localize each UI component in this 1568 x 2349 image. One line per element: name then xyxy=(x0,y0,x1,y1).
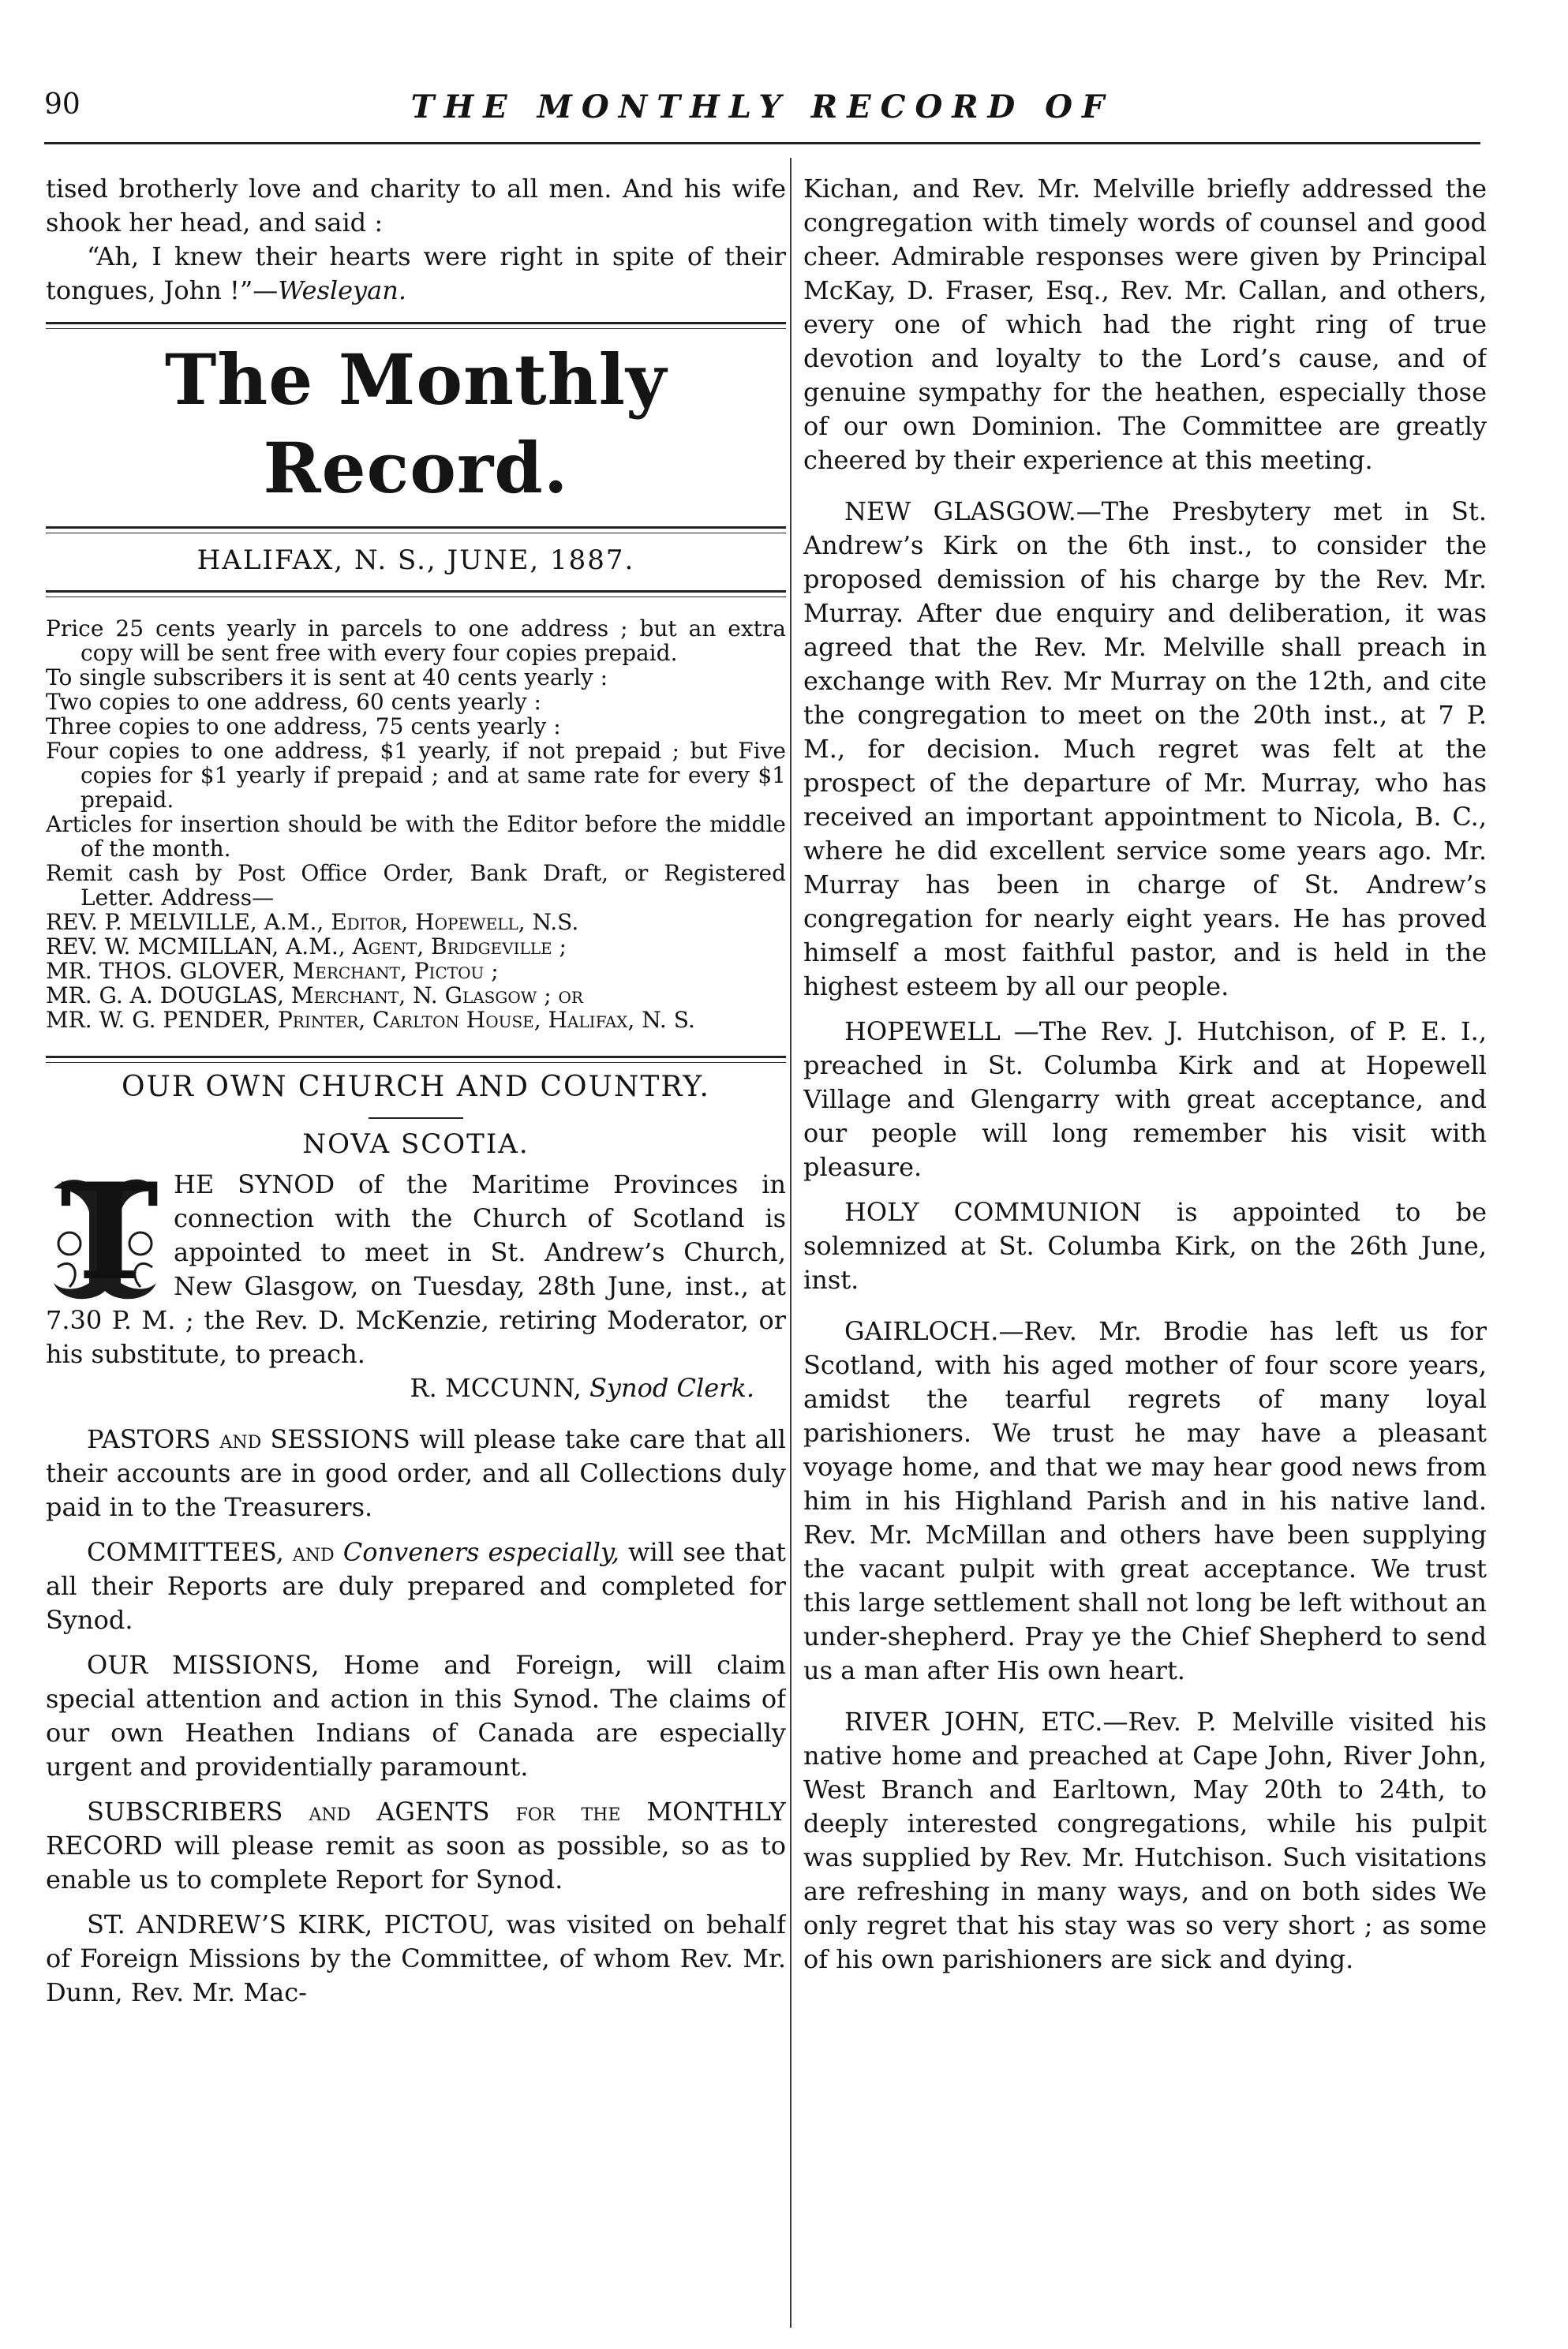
notice-pastors xyxy=(46,1423,786,1524)
intro-source: Wesleyan. xyxy=(278,275,406,305)
subscription-line: Articles for insertion should be with the Editor before the middle of the month. xyxy=(46,811,786,862)
notice-text: will please remit as soon as possible, so as to enable us to complete Report for Synod. xyxy=(46,1831,786,1895)
news-text: —Rev. P. Melville visited his native home and preached at Cape John, River John, West Branch and Earltown, May 20th to 24th, to deeply interested congregations, while his pulpit was supplied by Rev. Mr. Hutchison. Such visitations are refreshing in many ways, and on both sides We only regret that his stay was so very short ; as some of his own parishioners are sick and dying. xyxy=(803,1707,1487,1974)
masthead-rule-top xyxy=(46,322,786,329)
dateline: HALIFAX, N. S., JUNE, 1887. xyxy=(196,544,635,576)
dropcap-letter: T xyxy=(60,1154,159,1310)
left-column xyxy=(46,172,786,2318)
news-text: —The Rev. J. Hutchison, of P. E. I., preached in St. Columba Kirk and at Hopewell Village and Glengarry with great acceptance, and our people will long remember his visit with pleasure. xyxy=(803,1016,1487,1182)
news-gairloch xyxy=(803,1315,1487,1688)
subscription-line: Three copies to one address, 75 cents yearly : xyxy=(46,713,561,739)
notice-lead-italic: Conveners especially, xyxy=(334,1537,619,1567)
page-number: 90 xyxy=(44,88,80,121)
news-text: —Rev. Mr. Brodie has left us for Scotland, with his aged mother of four score years, amidst the tearful regrets of many loyal parishioners. We trust he may have a pleasant voyage home, and that we may hear good news from him in his Highland Parish and in his native land. Rev. Mr. McMillan and others have been supplying the vacant pulpit with great acceptance. We trust this large settlement shall not long be left without an under-shepherd. Pray ye the Chief Shepherd to send us a man after His own heart. xyxy=(803,1316,1487,1685)
right-column xyxy=(803,172,1487,2318)
notice-subscribers xyxy=(46,1795,786,1897)
notice-lead: ST. ANDREW’S KIRK, PICTOU, xyxy=(87,1909,496,1939)
news-river-john xyxy=(803,1705,1487,1977)
continuation-paragraph: Kichan, and Rev. Mr. Melville briefly addressed the congregation with timely words of counsel and good cheer. Admirable responses were given by Principal McKay, D. Fraser, Esq., Rev. Mr. Callan, and others, every one of which had the right ring of true devotion and loyalty to the Lord’s cause, and of genuine sympathy for the heathen, especially those of our own Dominion. The Committee are greatly cheered by their experience at this meeting. xyxy=(803,174,1487,475)
address-line: MR. THOS. GLOVER, Merchant, Pictou ; xyxy=(46,958,499,984)
notice-text: Home and Foreign, will claim special attention and action in this Synod. The claims of our own Heathen Indians of Canada are especially urgent and providentially paramount. xyxy=(46,1650,786,1782)
subscription-line: To single subscribers it is sent at 40 cents yearly : xyxy=(46,664,608,690)
news-lead: NEW GLASGOW. xyxy=(844,496,1076,526)
news-holy-communion xyxy=(803,1195,1487,1297)
ornamental-dropcap xyxy=(46,1154,164,1310)
signature-name: R. MCCUNN, xyxy=(410,1373,582,1403)
signature-role: Synod Clerk. xyxy=(589,1373,754,1403)
running-header xyxy=(44,88,1480,136)
notice-text: will please take care that all their accounts are in good order, and all Collections duly paid in to the Treasurers. xyxy=(46,1424,786,1522)
news-hopewell xyxy=(803,1015,1487,1184)
notice-lead: PASTORS and SESSIONS xyxy=(87,1424,410,1454)
synod-lead: HE SYNOD xyxy=(174,1169,335,1199)
masthead-rule-bottom xyxy=(46,590,786,597)
notice-st-andrews xyxy=(46,1908,786,2010)
news-lead: HOPEWELL xyxy=(844,1016,1001,1046)
notice-lead: SUBSCRIBERS and AGENTS for the MONTHLY RECORD xyxy=(46,1797,786,1861)
header-rule xyxy=(44,142,1480,144)
intro-quote: “Ah, I knew their hearts were right in spite of their tongues, John !”— xyxy=(46,241,786,305)
subheading-nova-scotia: NOVA SCOTIA. xyxy=(302,1128,530,1160)
synod-paragraph xyxy=(46,1154,786,1371)
news-lead: GAIRLOCH. xyxy=(844,1316,999,1346)
subscription-notice xyxy=(46,616,786,1032)
address-line: MR. W. G. PENDER, Printer, Carlton House, Halifax, N. S. xyxy=(46,1007,695,1033)
intro-paragraph-1: tised brotherly love and charity to all men. And his wife shook her head, and said : xyxy=(46,174,786,238)
short-rule xyxy=(369,1117,463,1119)
news-new-glasgow xyxy=(803,495,1487,1004)
notice-text: was visited on behalf of Foreign Missions by the Committee, of whom Rev. Mr. Dunn, Rev. Mr. Mac- xyxy=(46,1909,786,2007)
notice-lead: OUR MISSIONS, xyxy=(87,1650,320,1680)
news-text: is appointed to be solemnized at St. Columba Kirk, on the 26th June, inst. xyxy=(803,1197,1487,1295)
intro-paragraph-2 xyxy=(46,240,786,308)
section-rule xyxy=(46,1056,786,1063)
news-lead: HOLY COMMUNION xyxy=(844,1197,1142,1227)
column-divider xyxy=(790,158,791,2328)
spacer xyxy=(46,1405,786,1423)
subscription-line: Four copies to one address, $1 yearly, if not prepaid ; but Five copies for $1 yearly if prepaid ; and at same rate for every $1 prepaid. xyxy=(46,738,786,813)
subscription-line: Price 25 cents yearly in parcels to one address ; but an extra copy will be sent free with every four copies prepaid. xyxy=(46,615,786,666)
news-text: —The Presbytery met in St. Andrew’s Kirk on the 6th inst., to consider the proposed demission of his charge by the Rev. Mr. Murray. After due enquiry and deliberation, it was agreed that the Rev. Mr. Melville shall preach in exchange with Rev. Mr Murray on the 12th, and cite the congregation to meet on the 20th inst., at 7 P. M., for decision. Much regret was felt at the prospect of the departure of Mr. Murray, who has received an important appointment to Nicola, B. C., where he did excellent service some years ago. Mr. Murray has been in charge of St. Andrew’s congregation for nearly eight years. He has proved himself a most faithful pastor, and is held in the highest esteem by all our people. xyxy=(803,496,1487,1001)
notice-committees xyxy=(46,1535,786,1637)
masthead-rule-middle xyxy=(46,526,786,533)
synod-text: of the Maritime Provinces in connection with the Church of Scotland is appointed to meet in St. Andrew’s Church, New Glasgow, on Tuesday, 28th June, inst., at 7.30 P. M. ; the Rev. D. McKenzie, retiring Moderator, or his substitute, to preach. xyxy=(46,1169,786,1369)
address-line: MR. G. A. DOUGLAS, Merchant, N. Glasgow ; or xyxy=(46,982,583,1008)
subscription-line: Remit cash by Post Office Order, Bank Draft, or Registered Letter. Address— xyxy=(46,860,786,911)
section-heading: OUR OWN CHURCH AND COUNTRY. xyxy=(122,1071,710,1103)
running-title: THE MONTHLY RECORD OF xyxy=(410,88,1114,125)
address-line: REV. P. MELVILLE, A.M., Editor, Hopewell, N.S. xyxy=(46,909,579,935)
address-line: REV. W. MCMILLAN, A.M., Agent, Bridgeville ; xyxy=(46,933,567,959)
notice-missions xyxy=(46,1648,786,1784)
news-lead: RIVER JOHN, ETC. xyxy=(844,1707,1103,1737)
subscription-line: Two copies to one address, 60 cents yearly : xyxy=(46,689,541,715)
masthead-title: The Monthly Record. xyxy=(164,339,668,509)
notice-text: will see that all their Reports are duly prepared and completed for Synod. xyxy=(46,1537,786,1635)
notice-lead: COMMITTEES, and xyxy=(87,1537,335,1567)
synod-signature xyxy=(46,1371,786,1405)
